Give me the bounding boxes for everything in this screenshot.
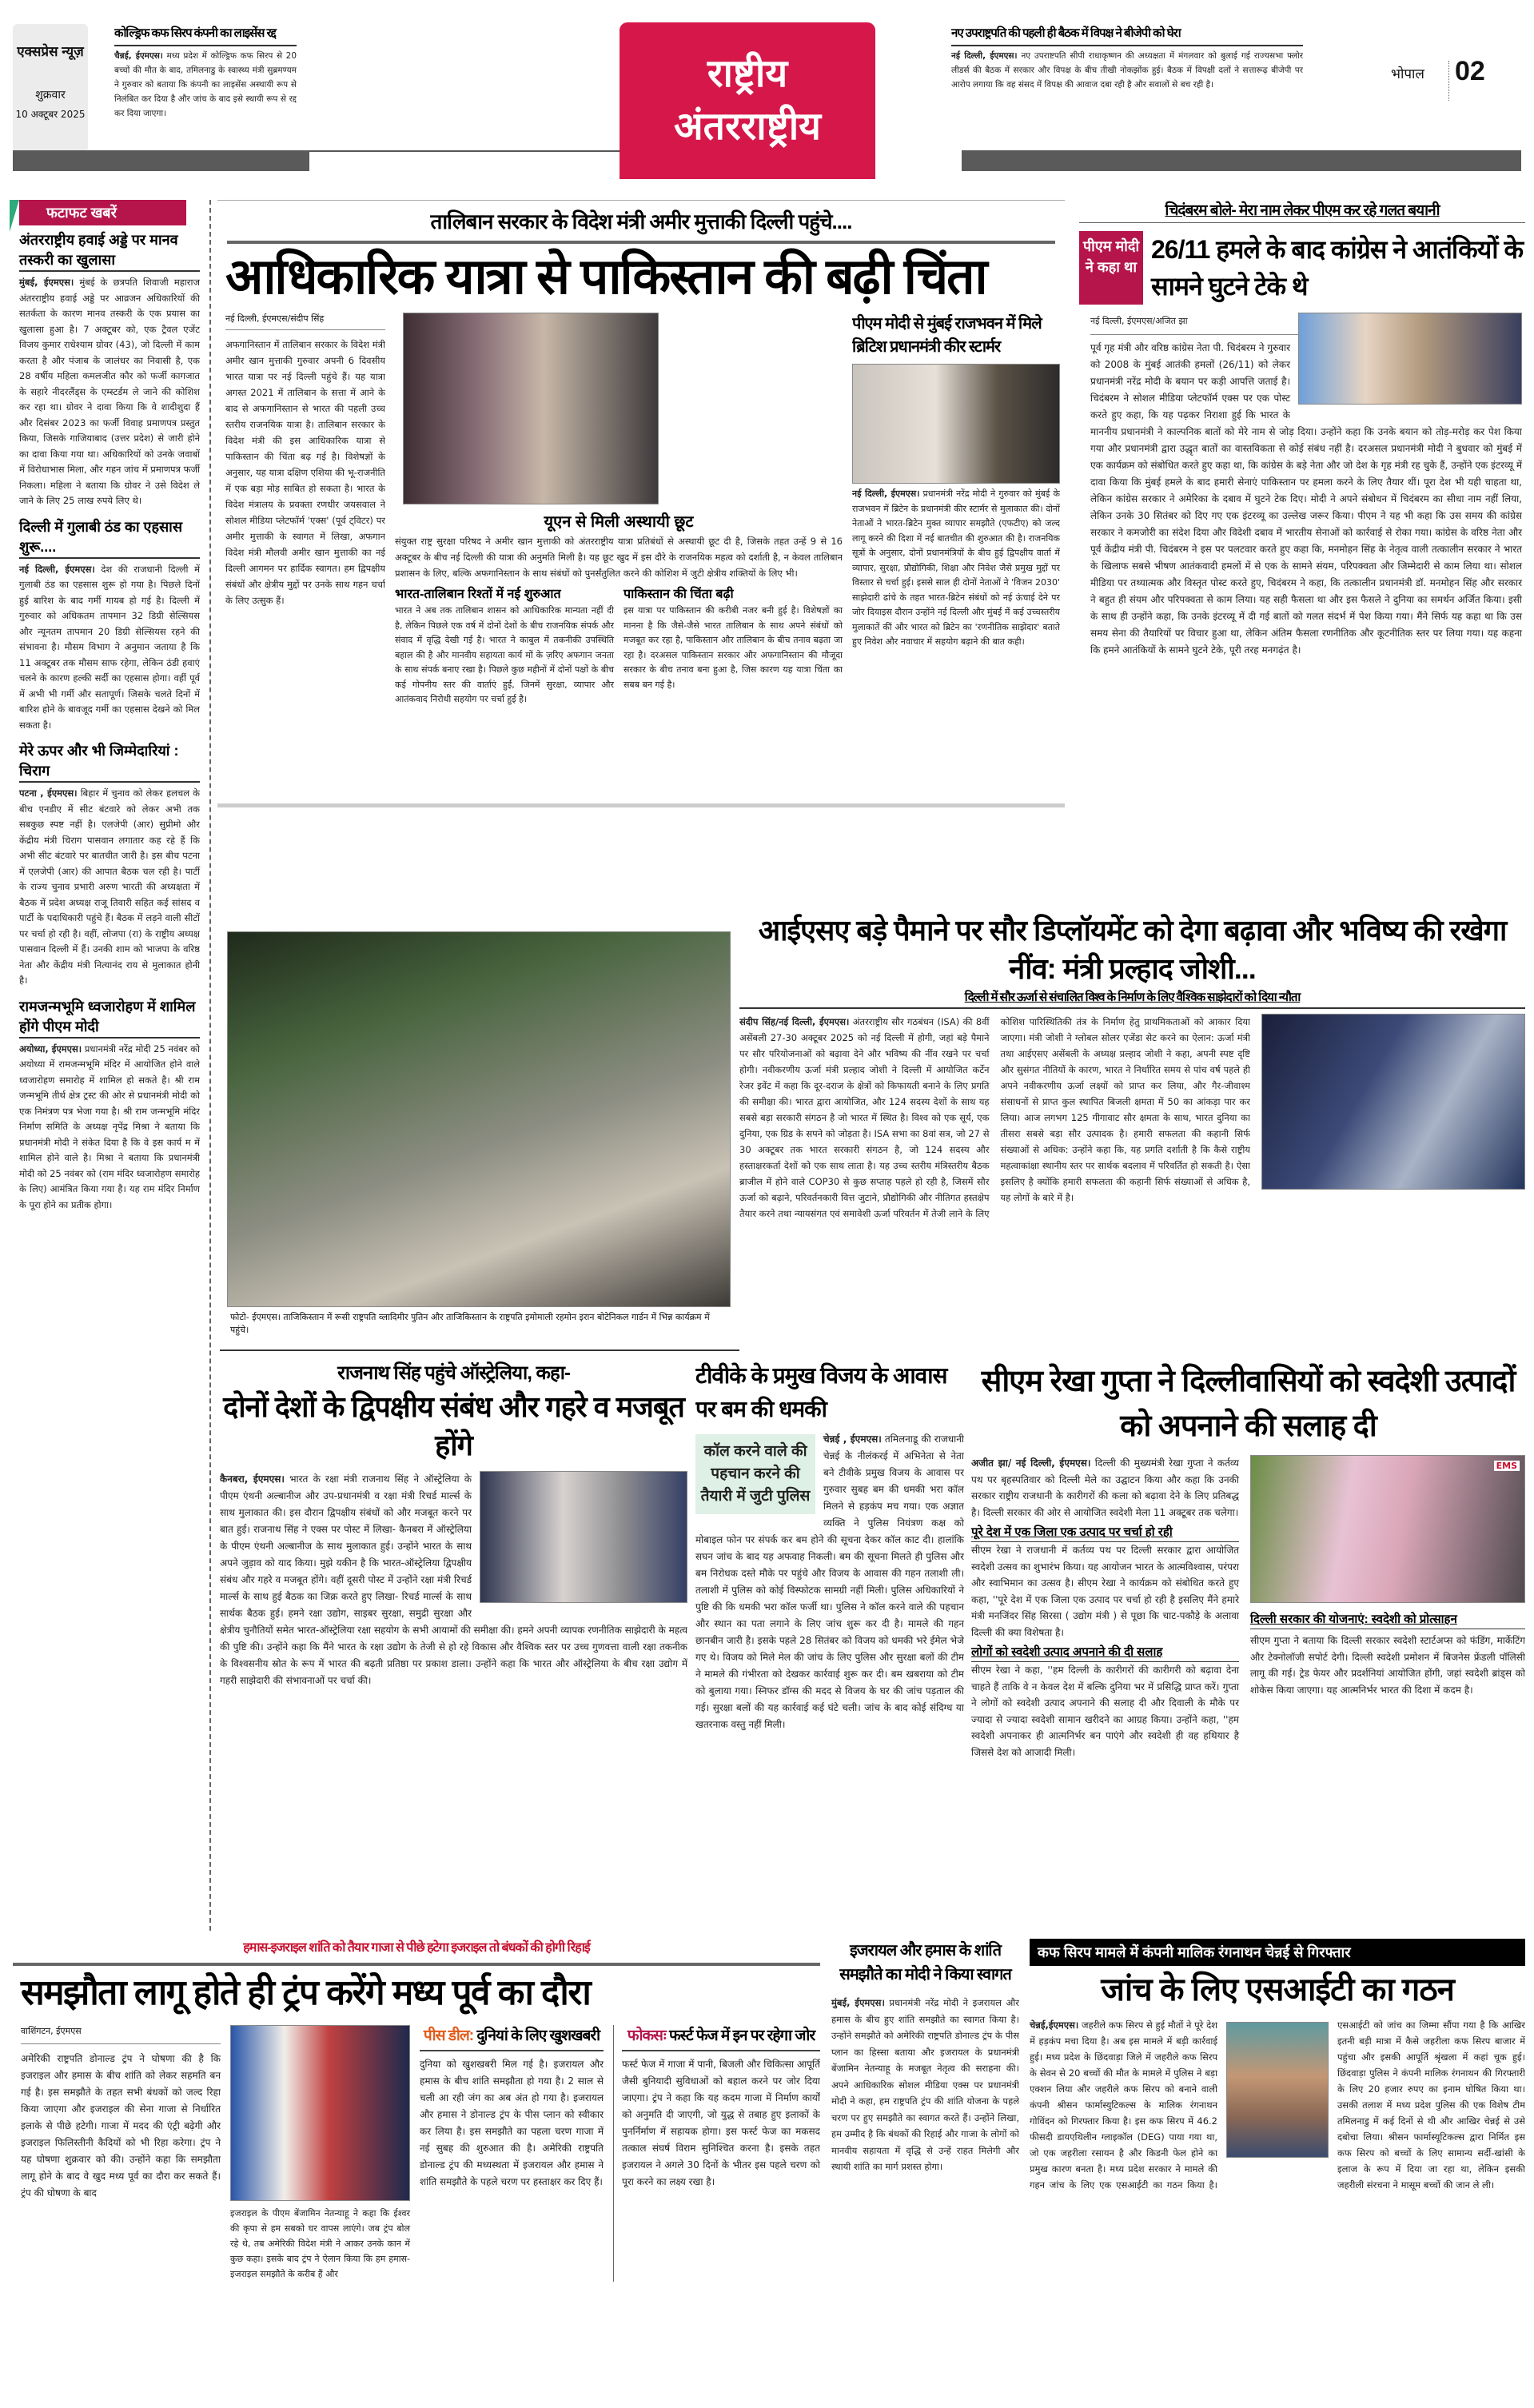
peace-deal-body: दुनिया को खुशखबरी मिल गई है। इजरायल और हमास के बीच शांति समझौता हो गया है। 2 साल से चली आ रही जंग का अब अंत हो गया है। इजरायल और हमास ने डोनाल्ड ट्रंप के पीस प्लान को स्वीकार कर लिया है। इस समझौते का पहला चरण गाजा में नई सुबह की शुरुआत की है। अमेरिकी राष्ट्रपति डोनाल्ड ट्रंप की मध्यस्थता में इजरायल और हमास ने शांति समझौते के पहले चरण पर हस्ताक्षर कर दिए हैं। (420, 2059, 604, 2187)
uk-photo (852, 364, 1060, 484)
lead-sub3-head: पाकिस्तान की चिंता बढ़ी (624, 588, 734, 601)
divider (217, 803, 1065, 807)
rekha-story (971, 1359, 1525, 1927)
isa-subhead: दिल्ली में सौर ऊर्जा से संचालित विश्व के निर्माण के लिए वैश्विक साझेदारों को दिया न्यौता (739, 988, 1525, 1009)
focus-title-text: फर्स्ट फेज में इन पर रहेगा जोर (669, 2027, 815, 2044)
trump-photo-column (230, 2025, 410, 2282)
story-text: देश की राजधानी दिल्ली में गुलाबी ठंड का एहसास शुरू हो गया है। पिछले दिनों हुई बारिश के बाद गर्मी गायब हो गई है। दिल्ली में गुरुवार को अधिकतम तापमान 32 डिग्री सेल्सियस और न्यूनतम तापमान 20 डिग्री सेल्सियस रहने की संभावना है। मौसम विभाग ने अनुमान जताया है कि 11 अक्टूबर तक मौसम साफ रहेगा, लेकिन ठंडी हवाएं चलने के कारण हल्की सर्दी का एहसास होगा। वहीं पूर्व में अभी भी गर्मी और सतापूर्ण। जिसके चलते दिनों में बारिश होने के बावजूद गर्मी का एहसास देखने को मिल सकता है। (19, 563, 201, 731)
sidebar-story (10, 997, 200, 1214)
uk-body (852, 487, 1060, 650)
story-text: जहरीले कफ सिरप से हुई मौतों ने पूरे देश में हड़कंप मचा दिया है। अब इस मामले में बड़ी कार्रवाई हुई। मध्य प्रदेश के छिंदवाड़ा जिले में जहरीले कफ सिरप के सेवन से 20 बच्चों की मौत के मामले में पुलिस ने बड़ा एक्शन लिया और जहरीले कफ सिरप को बनाने वाली कंपनी श्रीसन फार्मास्युटिकल्स के मालिक रंगनाथन गोविंदन को गिरफ्तार किया है। इस कफ सिरप में 46.2 फीसदी डायएथिलीन ग्लाइकॉल (DEG) पाया गया था, जो एक जहरीला रसायन है और किडनी फेल होने का प्रमुख कारण बनता है। मध्य प्रदेश सरकार ने मामले की गहन जांच के लिए एक एसआईटी का गठन किया है। एसआईटी को जांच का जिम्मा सौंपा गया है कि आखिर इतनी बड़ी मात्रा में कैसे जहरीला कफ सिरप बाजार में पहुंचा और इसकी आपूर्ति श्रृंखला में कहां चूक हुई। छिंदवाड़ा पुलिस ने कंपनी मालिक रंगनाथन की गिरफ्तारी के लिए 20 हजार रुपए का इनाम घोषित किया था। उसकी तलाश में मध्य प्रदेश पुलिस की एक विशेष टीम तमिलनाडु में कई दिनों से थी और आखिर चेन्नई से उसे दबोचा लिया। श्रीसन फार्मास्यूटिकल्स द्वारा निर्मित इस कफ सिरप को बच्चों के लिए सामान्य सर्दी-खांसी के इलाज के रूप में दिया जा रहा था, लेकिन इसकी जहरीली संरचना ने मासूम बच्चों की जान ले ली। (1030, 2019, 1525, 2191)
sit-kicker: कफ सिरप मामले में कंपनी मालिक रंगनाथन चेन्नई से गिरफ्तार (1030, 1939, 1525, 1966)
rekha-sub1-body: सीएम रेखा ने राजधानी में कर्तव्य पथ पर दिल्ली सरकार द्वारा आयोजित स्वदेशी उत्सव का शुभारंभ किया। यह आयोजन भारत के आत्मविश्वास, परंपरा और स्वाभिमान का उत्सव है। सीएम रेखा ने कार्यक्रम को संबोधित करते हुए कहा, ''पूरे देश में एक जिला एक उत्पाद पर चर्चा हो रही है इसलिए मैंने हमारे मंत्री मनजिंदर सिंह सिरसा ( उद्योग मंत्री ) से पूछा कि चाट-पकौड़े के अलावा दिल्ली की क्या विशेषता है। (971, 1545, 1239, 1638)
trump-columns (13, 2025, 820, 2282)
modi-israel-body (831, 1995, 1019, 2175)
story-text: मध्य प्रदेश में कोल्ड्रिफ कफ सिरप से 20 बच्चों की मौत के बाद, तमिलनाडु के स्वास्थ्य मंत्री सुब्रमण्यम ने गुरुवार को बताया कि कंपनी का लाइसेंस अस्थायी रूप से निलंबित कर दिया है और जांच के बाद इसे स्थायी रूप से रद्द कर दिया जाएगा। (114, 51, 297, 118)
chidambaram-kicker: चिदंबरम बोले- मेरा नाम लेकर पीएम कर रहे गलत बयानी (1079, 200, 1525, 223)
chidambaram-headline: 26/11 हमले के बाद कांग्रेस ने आतंकियों के सामने घुटने टेके थे (1151, 235, 1524, 301)
tvk-callout: कॉल करने वाले की पहचान करने की तैयारी में जुटी पुलिस (695, 1434, 815, 1514)
putin-photo-caption: फोटो- ईएमएस। ताजिकिस्तान में रूसी राष्ट्रपति व्लादिमीर पुतिन और ताजिकिस्तान के राष्ट्रपति इमोमाली रहमोन इरान बोटेनिकल गार्डन में भिन्न कार्यक्रम में पहुंचे। (230, 1312, 710, 1335)
top-left-story (114, 24, 297, 149)
dateline: संदीप सिंह/नई दिल्ली, ईएमएस। (739, 1016, 850, 1027)
masthead-bar-left (13, 150, 309, 171)
rekha-right-column (1250, 1455, 1525, 1760)
lead-kicker: तालिबान सरकार के विदेश मंत्री अमीर मुत्ताकी दिल्ली पहुंचे.... (430, 209, 852, 233)
rekha-sub3-body: सीएम गुप्ता ने बताया कि दिल्ली सरकार स्वदेशी स्टार्टअप्स को फंडिंग, मार्केटिंग और टेक्नोलॉजी सपोर्ट देगी। दिल्ली स्वदेशी प्रमोशन में बिजनेस फ्रेंडली पॉलिसी लागू की गई। ट्रेड फेयर और प्रदर्शनियां आयोजित होंगी, जहां स्वदेशी ब्रांड्स को शोकेस किया जाएगा। यह आत्मनिर्भर भारत की दिशा में कदम है। (1250, 1635, 1525, 1696)
story-text: दिल्ली की मुख्यमंत्री रेखा गुप्ता ने कर्तव्य पथ पर बृहस्पतिवार को दिल्ली मेले का उद्घाटन किया और कहा कि उनकी सरकार राष्ट्रीय राजधानी के कारीगरों की कला को बढ़ावा देने के लिए प्रतिबद्ध है। दिल्ली सरकार की ओर से आयोजित स्वदेशी मेला 11 अक्टूबर तक चलेगा। (971, 1457, 1239, 1518)
chidambaram-story (1079, 200, 1525, 903)
lead-sub2-head: भारत-तालिबान रिश्तों में नई शुरुआत (395, 588, 561, 601)
sit-story (1030, 1939, 1525, 2402)
divider (220, 1350, 739, 1351)
rajnath-headline: दोनों देशों के द्विपक्षीय संबंध और गहरे व मजबूत होंगे (223, 1390, 684, 1461)
page-number: 02 (1455, 56, 1485, 86)
dateline: पटना , ईएमएस। (19, 787, 78, 799)
masthead-bar-right (962, 150, 1521, 171)
chidambaram-byline: नई दिल्ली, ईएमएस/अजित झा (1090, 313, 1522, 335)
rajnath-photo (480, 1471, 687, 1603)
sidebar-body (19, 786, 200, 989)
peace-deal-title (420, 2025, 604, 2051)
dateline: चेन्नई,ईएमएस। (1030, 2019, 1079, 2031)
story-text: बिहार में चुनाव को लेकर हलचल के बीच एनडीए में सीट बंटवारे को लेकर अभी तक सबकुछ स्पष्ट नहीं है। एलजेपी (आर) सुप्रीमो और केंद्रीय मंत्री चिराग पासवान लगातार कह रहे हैं कि अभी सीट बंटवारे पर बातचीत जारी है। इस बीच पटना में एलजेपी (आर) की आपात बैठक चल रही है। पार्टी के राज्य चुनाव प्रभारी अरुण भारती की अध्यक्षता में बैठक में प्रदेश अध्यक्ष राजू तिवारी सहित कई सांसद व पार्टी के पदाधिकारी पहुंचे हैं। बैठक में लड़ने वाली सीटों पर चर्चा हो रही है। वहीं, लोजपा (रा) के राष्ट्रीय अध्यक्ष पासवान दिल्ली में हैं। उनकी शाम को भाजपा के वरिष्ठ नेता और केंद्रीय मंत्री नित्यानंद राय से मुलाकात होनी है। (19, 787, 201, 986)
chidambaram-head-row (1079, 231, 1525, 305)
rekha-sub2-body: सीएम रेखा ने कहा, ''हम दिल्ली के कारीगरों की कारीगरी को बढ़ावा देना चाहते हैं ताकि वे न केवल देश में बल्कि दुनिया भर में प्रसिद्धि प्राप्त करें। गुप्ता ने लोगों को स्वदेशी उत्पाद अपनाने की सलाह दी और दिवाली के मौके पर ज्यादा से ज्यादा स्वदेशी सामान खरीदने का आग्रह किया। उन्होंने कहा, ''हम स्वदेशी अपनाकर ही आत्मनिर्भर बन पाएंगे और स्वदेशी ही वह हथियार है जिससे देश को आजादी मिली। (971, 1664, 1239, 1758)
ems-logo: EMS (1494, 1461, 1520, 1471)
sidebar-story (10, 741, 200, 989)
dateline: अयोध्या, ईएमएस। (19, 1043, 82, 1054)
sidebar-body (19, 562, 200, 734)
masthead-date: 10 अक्टूबर 2025 (15, 109, 86, 120)
story-text: प्रधानमंत्री नरेंद्र मोदी ने इजरायल और हमास के बीच हुए शांति समझौते का स्वागत किया है। उन्होंने समझौते को अमेरिकी राष्ट्रपति डोनाल्ड ट्रंप के पीस प्लान का हिस्सा बताया और इजरायल के प्रधानमंत्री बेंजामिन नेतन्याहू के मजबूत नेतृत्व की सराहना की। अपने आधिकारिक सोशल मीडिया एक्स पर प्रधानमंत्री मोदी ने कहा, हम राष्ट्रपति ट्रंप की शांति योजना के पहले चरण पर हुए समझौते का स्वागत करते हैं। उन्होंने लिखा, हम उम्मीद है कि बंधकों की रिहाई और गाजा के लोगों को मानवीय सहायता में वृद्धि से उन्हें राहत मिलेगी और स्थायी शांति का मार्ग प्रशस्त होगा। (831, 1997, 1019, 2172)
top-right-headline: नए उपराष्ट्रपति की पहली ही बैठक में विपक्ष ने बीजेपी को घेरा (951, 24, 1303, 46)
lead-middle-column (395, 313, 843, 800)
peace-deal-label: पीस डील: (423, 2027, 474, 2044)
rekha-sub1-head: पूरे देश में एक जिला एक उत्पाद पर चर्चा हो रही (971, 1524, 1239, 1542)
story-text: मुंबई के छत्रपति शिवाजी महाराज अंतरराष्ट्रीय हवाई अड्डे पर आव्रजन अधिकारियों की सतर्कता के कारण मानव तस्करी के एक प्रयास का खुलासा हुआ है। 7 अक्टूबर को, एक ट्रैवल एजेंट विजय कुमार राधेश्याम ग्रोवर (43), जो दिल्ली में काम करता है और पंजाब के जालंधर का निवासी है, एक 28 वर्षीय महिला कमलजीत कौर को फर्जी कागजात के सहारे नीदरलैंड्स के एम्स्टर्डम ले जाने की कोशिश कर रहा था। ग्रोवर ने दावा किया कि वे शादीशुदा हैं और दिसंबर 2023 का फर्जी विवाह प्रमाणपत्र प्रस्तुत किया, जिसके गाजियाबाद (उत्तर प्रदेश) से जारी होने का दावा किया गया था। अधिकारियों को उनके जवाबों में विरोधाभास मिला, और गहन जांच में प्रमाणपत्र फर्जी निकला। महिला ने बताया कि ग्रोवर ने उसे विदेश ले जाने के लिए 25 लाख रुपये लिए थे। (19, 277, 200, 506)
rekha-body (971, 1455, 1239, 1521)
sidebar-headline: रामजन्मभूमि ध्वजारोहण में शामिल होंगे पीएम मोदी (19, 997, 200, 1039)
lead-body: अफगानिस्तान में तालिबान सरकार के विदेश मंत्री अमीर खान मुत्ताकी गुरुवार अपनी 6 दिवसीय भारत यात्रा पर नई दिल्ली पहुंचे हैं। यह यात्रा अगस्त 2021 में तालिबान के सत्ता में आने के बाद से अफगानिस्तान से भारत की पहली उच्च स्तरीय राजनयिक यात्रा है। तालिबान सरकार के विदेश मंत्री की इस आधिकारिक यात्रा से पाकिस्तान की चिंता बढ़ गई है। विशेषज्ञों के अनुसार, यह यात्रा दक्षिण एशिया की भू-राजनीति में एक बड़ा मोड़ साबित हो सकता है। भारत के विदेश मंत्रालय के प्रवक्ता रणधीर जयसवाल ने सोशल मीडिया प्लेटफॉर्म 'एक्स' (पूर्व ट्विटर) पर अमीर मुत्ताकी के स्वागत में लिखा, अफगान विदेश मंत्री मौलवी अमीर खान मुत्ताकी का नई दिल्ली आगमन पर हार्दिक स्वागत। हम द्विपक्षीय संबंधों और क्षेत्रीय मुद्दों पर उनके साथ गहन चर्चा के लिए उत्सुक हैं। (225, 339, 385, 606)
trump-photo-caption: इजराइल के पीएम बेंजामिन नेतन्याहू ने कहा कि ईश्वर की कृपा से हम सबको घर वापस लाएंगे। जब ट्रंप बोल रहे थे, तब अमेरिकी विदेश मंत्री ने आकर उनके कान में कुछ कहा। इसके बाद ट्रंप ने ऐलान किया कि हम हमास-इजराइल समझौते के करीब हैं और (230, 2208, 410, 2279)
lead-sub1 (395, 511, 843, 581)
tvk-headline: टीवीके के प्रमुख विजय के आवास पर बम की धमकी (695, 1363, 947, 1421)
modi-israel-story (831, 1939, 1019, 2402)
story-text: नए उपराष्टपति सीपी राधाकृष्णन की अध्यक्षता में मंगलवार को बुलाई गई राज्यसभा फ्लोर लीडर्स की बैठक में सरकार और विपक्ष के बीच तीखी नोकझोंक हुई। बैठक में विपक्षी दलों ने सत्तारूढ़ बीजेपी पर आरोप लगाया कि वह संसद में विपक्ष की आवाज दबा रही है और सवालों से बच रही है। (951, 51, 1303, 90)
uk-story (852, 313, 1060, 800)
rekha-photo (1250, 1455, 1525, 1603)
sit-photo (1226, 2022, 1329, 2158)
masthead-rule (309, 150, 620, 152)
rekha-left-column (971, 1455, 1239, 1760)
isa-photo (1261, 1014, 1525, 1190)
peace-deal-title-text: दुनियां के लिए खुशखबरी (476, 2027, 600, 2044)
dateline: मुंबई, ईएमएस। (831, 1997, 885, 2008)
sidebar-body (19, 1042, 200, 1214)
lead-left-column (225, 313, 385, 800)
rekha-sub2-head: लोगों को स्वदेशी उत्पाद अपनाने की दी सलाह (971, 1644, 1239, 1662)
lead-sub2-body: भारत ने अब तक तालिबान शासन को आधिकारिक मान्यता नहीं दी है, लेकिन पिछले एक वर्ष में दोनों देशों के बीच राजनयिक संपर्क और संवाद में वृद्धि देखी गई है। भारत ने काबुल में तकनीकी उपस्थिति बहाल की है और मानवीय सहायता कार्य मों के ज़रिए अफगान जनता के साथ संपर्क बनाए रखा है। पिछले कुछ महीनों में दोनों पक्षों के बीच कई गोपनीय स्तर की वार्ताएं हुईं, जिनमें सुरक्षा, व्यापार और आतंकवाद निरोधी सहयोग पर चर्चा हुई है। (395, 605, 614, 704)
dateline: नई दिल्ली, ईएमएस। (852, 488, 920, 499)
section-title-line1: राष्ट्रीय (707, 53, 788, 95)
top-left-body (114, 49, 297, 121)
sidebar-headline: मेरे ऊपर और भी जिम्मेदारियां : चिराग (19, 741, 200, 783)
trump-dateline: वाशिंगटन, ईएमएस (21, 2025, 221, 2044)
sidebar-headline: अंतरराष्ट्रीय हवाई अड्डे पर मानव तस्करी का खुलासा (19, 230, 200, 272)
rekha-columns (971, 1455, 1525, 1760)
sidebar-label (19, 200, 186, 225)
trump-body: अमेरिकी राष्ट्रपति डोनाल्ड ट्रंप ने घोषणा की है कि इजराइल और हमास के बीच शांति को लेकर सहमति बन गई है। इस समझौते के तहत सभी बंधकों को जल्द रिहा किया जाएगा और इजराइल की सेना गाजा से निर्धारित इलाके से पीछे हटेगी। गाजा में मदद की एंट्री बढ़ेगी और इजराइल फिलिस्तीनी कैदियों को भी रिहा करेगा। ट्रंप ने यह घोषणा शुक्रवार को की। उन्होंने कहा कि समझौता लागू होने के बाद वे खुद मध्य पूर्व का दौरा कर सकते हैं। ट्रंप की घोषणा के बाद (21, 2053, 221, 2199)
rekha-headline: सीएम रेखा गुप्ता ने दिल्लीवासियों को स्वदेशी उत्पादों को अपनाने की सलाह दी (981, 1365, 1516, 1443)
trump-left-column (21, 2025, 221, 2282)
sidebar-headline: दिल्ली में गुलाबी ठंड का एहसास शुरू.... (19, 517, 200, 559)
story-text: भारत के रक्षा मंत्री राजनाथ सिंह ने ऑस्ट्रेलिया के पीएम एंथनी अल्बानीज और उप-प्रधानमंत्री व रक्षा मंत्री रिचर्ड मार्ल्स के साथ मुलाकात की। इस दौरान द्विपक्षीय संबंधों को और मजबूत करने पर बात हुई। राजनाथ सिंह ने एक्स पर पोस्ट में लिखा- कैनबरा में ऑस्ट्रेलिया के पीएम एंथनी अल्बानीज के साथ मुलाकात हुई। उन्होंने भारत के साथ अपने जुड़ाव को याद किया। मुझे यकीन है कि भारत-ऑस्ट्रेलिया द्विपक्षीय संबंध और गहरे व मजबूत होंगे। वहीं दूसरी पोस्ट में उन्होंने रक्षा मंत्री रिचर्ड मार्ल्स के साथ हुई बैठक का जिक्र करते हुए लिखा- रिचर्ड मार्ल्स के साथ सार्थक बैठक हुई। हमने रक्षा उद्योग, साइबर सुरक्षा, समुद्री सुरक्षा और क्षेत्रीय चुनौतियों समेत भारत-ऑस्ट्रेलिया रक्षा सहयोग के सभी आयामों की समीक्षा की। हमने अपनी व्यापक रणनीतिक साझेदारी के महत्व की पुष्टि की। उन्होंने कहा कि मैंने भारत के रक्षा उद्योग के तेजी से हो रहे विकास और वैश्विक स्तर पर उच्च गुणवत्ता वाली रक्षा तकनीक के विश्वसनीय स्रोत के रूप में भारत की बढ़ती प्रतिष्ठा पर प्रकाश डाला। उन्होंने कहा कि भारत और ऑस्ट्रेलिया के बीच रक्षा उद्योग में गहरी साझेदारी की संभावनाओं पर चर्चा की। (220, 1473, 687, 1686)
dateline: चैन्नई, ईएमएस। (114, 51, 163, 61)
modi-israel-headline: इजरायल और हमास के शांति समझौते का मोदी ने किया स्वागत (839, 1942, 1011, 1983)
lead-story (217, 200, 1065, 807)
focus-body: फर्स्ट फेज में गाजा में पानी, बिजली और चिकित्सा आपूर्ति जैसी बुनियादी सुविधाओं को बहाल करने पर जोर दिया जाएगा। ट्रंप ने कहा कि यह कदम गाजा में निर्माण कार्यों को अनुमति दी जाएगी, जो युद्ध से तबाह हुए इलाकों के पुनर्निर्माण में सहायक होगा। इस फर्स्ट फेज का मकसद तत्काल संघर्ष विराम सुनिश्चित करना है। इसके तहत इजरायल ने अगले 30 दिनों के भीतर इस पहले चरण को पूरा करने का लक्ष्य रखा है। (622, 2059, 820, 2187)
lead-sub2 (395, 586, 614, 708)
trump-kicker: हमास-इजराइल शांति को तैयार गाजा से पीछे हटेगा इजराइल तो बंधकों की होगी रिहाई (243, 1941, 590, 1955)
section-title-line2: अंतरराष्ट्रीय (673, 106, 822, 148)
rajnath-body (220, 1471, 687, 1689)
isa-headline: आईएसए बड़े पैमाने पर सौर डिप्लॉयमेंट को देगा बढ़ावा और भविष्य की रखेगा नींव: मंत्री प्रल्हाद जोशी... (758, 914, 1507, 985)
sidebar-story (10, 517, 200, 734)
lead-byline: नई दिल्ली, ईएमएस/संदीप सिंह (225, 313, 385, 330)
dateline: मुंबई, ईएमएस। (19, 277, 74, 288)
top-right-body (951, 49, 1303, 92)
rekha-sub3-head: दिल्ली सरकार की योजनाएं: स्वदेशी को प्रोत्साहन (1250, 1611, 1525, 1629)
tvk-story (695, 1359, 964, 1927)
tvk-body (695, 1431, 964, 1733)
lead-sub3 (624, 586, 843, 708)
chidambaram-photo (1298, 313, 1522, 405)
sidebar-story (10, 230, 200, 509)
trump-headline: समझौता लागू होते ही ट्रंप करेंगे मध्य पूर्व का दौरा (21, 1973, 591, 2012)
top-left-headline: कोल्ड्रिफ कफ सिरप कंपनी का लाइसेंस रद्द (114, 24, 297, 46)
uk-headline: पीएम मोदी से मुंबई राजभवन में मिले ब्रिटिश प्रधानमंत्री कीर स्टार्मर (852, 315, 1042, 356)
masthead-day: शुक्रवार (35, 89, 66, 102)
lead-sub1-body: संयुक्त राष्ट्र सुरक्षा परिषद ने अमीर खान मुत्ताकी को अंतरराष्ट्रीय यात्रा प्रतिबंधों से अस्थायी छूट दी है, जिसके तहत उन्हें 9 से 16 अक्टूबर के बीच नई दिल्ली की यात्रा की अनुमति मिली है। यह छूट खुद में इस दौरे के राजनयिक महत्व को दर्शाती है, न केवल तालिबान प्रशासन के लिए, बल्कि अफगानिस्तान के साथ संबंधों को पुनर्संतुलित करने की कोशिश में जुटी क्षेत्रीय शक्तियों के लिए भी। (395, 536, 843, 579)
peace-deal-box (420, 2025, 604, 2282)
rajnath-kicker: राजनाथ सिंह पहुंचे ऑस्ट्रेलिया, कहा- (337, 1362, 570, 1384)
chidambaram-body: पूर्व गृह मंत्री और वरिष्ठ कांग्रेस नेता पी. चिदंबरम ने गुरुवार को 2008 के मुंबई आतंकी हमलों (26/11) को लेकर प्रधानमंत्री नरेंद्र मोदी के बयान पर कड़ी आपत्ति जताई है। चिदंबरम ने सोशल मीडिया प्लेटफॉर्म एक्स पर एक पोस्ट करते हुए कहा, कि यह पढ़कर निराशा हुई कि भारत के माननीय प्रधानमंत्री ने काल्पनिक बातों को मेरे नाम से जोड़ दिया। उन्होंने कहा कि उनके बयान को तोड़-मरोड़ कर पेश किया गया और प्रधानमंत्री द्वारा उद्धृत बातों का वास्तविकता से कोई संबंध नहीं है। दरअसल प्रधानमंत्री मोदी ने बुधवार को मुंबई में एक कार्यक्रम को संबोधित करते हुए कहा था, कि कांग्रेस के बड़े नेता और जो देश के गृह मंत्री रह चुके हैं, उन्होंने एक इंटरव्यू में दावा किया कि मुंबई हमले के बाद हमारी सेनाएं पाकिस्तान पर हमला करने के लिए तैयार थीं। पूरा देश भी यही चाहता था, लेकिन कांग्रेस सरकार ने अमेरिका के दबाव में घुटने टेक दिए। मोदी ने अपने संबोधन में चिदंबरम का सीधा नाम नहीं लिया, लेकिन उनके 30 सितंबर को दिए गए एक इंटरव्यू का उल्लेख जरूर किया। पीएम ने यह भी कहा कि उस समय की कांग्रेस सरकार ने कमजोरी का संदेश दिया और विदेशी दबाव में भारतीय सेनाओं को कार्रवाई से रोका गया। कांग्रेस के वरिष्ठ नेता और पूर्व केंद्रीय मंत्री पी. चिदंबरम ने इस पर पलटवार करते हुए कहा कि, मनमोहन सिंह के नेतृत्व वाली तत्कालीन सरकार ने भारत के खिलाफ सबसे भीषण आतंकवादी हमलों में से एक के सामने संयम, परिपक्वता और जिम्मेदारी से काम लिया था। सोशल मीडिया पर तथ्यात्मक और विस्तृत पोस्ट करते हुए, चिदंबरम ने कहा, कि तत्कालीन प्रधानमंत्री डॉ. मनमोहन सिंह और सरकार ने बहुत ही संयम और परिपक्वता से काम लिया। यह सही फैसला था और इस फैसले ने दुनिया का समर्थन अर्जित किया। इसी के साथ ही उन्होंने कहा, कि उनके इंटरव्यू में दी गई बातों को गलत संदर्भ में पेश किया गया। मैंने सिर्फ यह कहा था कि उस समय सेना की तैयारियों पर विचार हुआ था, लेकिन अंतिम फैसला रणनीतिक और कूटनीतिक स्तर पर लिया गया। यह कहना कि हमने आतंकियों के सामने घुटने टेके, पूरी तरह मनगढ़ंत है। (1090, 342, 1522, 656)
isa-columns (739, 1014, 1525, 1350)
sit-headline: जांच के लिए एसआईटी का गठन (1101, 1972, 1454, 2007)
focus-label: फोकसः (627, 2027, 666, 2044)
brand-name: एक्सप्रेस न्यूज़ (17, 44, 84, 59)
lead-sub1-head: यूएन से मिली अस्थायी छूट (544, 513, 694, 531)
masthead-date-box (13, 24, 88, 152)
dateline: चेन्नई , ईएमएस। (823, 1433, 882, 1445)
story-text: प्रधानमंत्री नरेंद्र मोदी ने गुरुवार को मुंबई के राजभवन में ब्रिटेन के प्रधानमंत्री कीर स्टार्मर से मुलाकात की। दोनों नेताओं ने भारत-ब्रिटेन मुक्त व्यापार समझौते (एफटीए) को जल्द लागू करने की दिशा में नई बातचीत की शुरुआत की है। राजनयिक सूत्रों के अनुसार, दोनों प्रधानमंत्रियों के बीच हुई द्विपक्षीय वार्ता में व्यापार, सुरक्षा, प्रौद्योगिकी, शिक्षा और निवेश जैसे प्रमुख मुद्दों पर विस्तार से चर्चा हुई। इससे साल ही दोनों नेताओं ने 'विजन 2030' साझेदारी ढांचे के तहत भारत-ब्रिटेन संबंधों को नई ऊंचाई देने पर जोर दियाइस दौरान उन्होंने नई दिल्ली और मुंबई में कई उच्चस्तरीय मुलाकातें कीं और भारत को ब्रिटेन का 'रणनीतिक साझेदार' बताते हुए निवेश और नवाचार में सहयोग बढ़ाने की बात कही। (852, 488, 1060, 647)
divider (1448, 61, 1449, 101)
putin-photo (227, 931, 731, 1307)
sidebar-body (19, 275, 200, 509)
lead-sub3-body: इस यात्रा पर पाकिस्तान की करीबी नजर बनी हुई है। विशेषज्ञों का मानना है कि जैसे-जैसे भारत तालिबान के साथ अपने संबंधों को मजबूत कर रहा है, पाकिस्तान और तालिबान के बीच तनाव बढ़ता जा रहा है। दरअसल पाकिस्तान सरकार और अफगानिस्तान की मौजूदा सरकार के बीच तनाव बना हुआ है, जिस कारण यह यात्रा चिंता का सबब बन गई है। (624, 605, 843, 690)
trump-story (13, 1939, 820, 2402)
story-text: तमिलनाडू की राजधानी चेन्नई के नीलंकरई में अभिनेता से नेता बने टीवीके प्रमुख विजय के आवास पर गुरुवार सुबह बम की धमकी भरा कॉल मिलने से हड़कंप मच गया। एक अज्ञात व्यक्ति ने पुलिस नियंत्रण कक्ष को मोबाइल फोन पर संपर्क कर बम होने की सूचना देकर कॉल काट दी। हालांकि सघन जांच के बाद यह अफवाह निकली। बम की सूचना मिलते ही पुलिस और बम निरोधक दस्ते मौके पर पहुंचे और विजय के आवास की गहन तलाशी ली। तलाशी में पुलिस को कोई विस्फोटक सामग्री नहीं मिली। पुलिस अधिकारियों ने पुष्टि की कि धमकी भरा कॉल फर्जी था। पुलिस ने कॉल करने वाले की पहचान और स्थान का पता लगाने के लिए जांच शुरू कर दी है। मामले की गहन छानबीन जारी है। इसके पहले 28 सितंबर को विजय को धमकी भरे ईमेल भेजे गए थे। विजय को मिले मेल की जांच के लिए पुलिस और सुरक्षा बलों की टीम ने मामले की गंभीरता को देखकर कार्रवाई शुरू कर दी। बम खबराया को टीम को बुलाया गया। स्निफर डॉग्स की मदद से विजय के घर की जांच पड़ताल की गई। सुरक्षा बलों की यह कार्रवाई कई घंटे चली। जांच के बाद कोई संदिग्ध या खतरनाक वस्तु नहीं मिली। (695, 1433, 964, 1730)
dateline: कैनबरा, ईएमएस। (220, 1473, 285, 1485)
story-text: प्रधानमंत्री नरेंद्र मोदी 25 नवंबर को अयोध्या में रामजन्मभूमि मंदिर में आयोजित होने वाले ध्वजारोहण समारोह में शामिल हो सकते है। श्री राम जन्मभूमि तीर्थ क्षेत्र ट्रस्ट की ओर से प्रधानमंत्री मोदी को एक निमंत्रण पत्र भेजा गया है। श्री राम जन्मभूमि मंदिर निर्माण समिति के अध्यक्ष नृपेंद्र मिश्रा ने बताया कि प्रधानमंत्री मोदी ने संकेत दिया है कि वे इस कार्य म में शामिल होने वाले है। मिश्रा ने बताया कि प्रधानमंत्री मोदी को 25 नवंबर को (राम मंदिर ध्वजारोहण समारोह के लिए) आमंत्रित किया गया है। यह राम मंदिर निर्माण के पूरा होने का प्रतीक होगा। (19, 1043, 200, 1210)
trump-photo (230, 2025, 410, 2201)
sidebar (10, 200, 211, 1931)
isa-body (739, 1014, 1250, 1350)
dateline: अजीत झा/ नई दिल्ली, ईएमएस। (971, 1457, 1091, 1469)
section-title-box (620, 22, 875, 179)
chidambaram-badge: पीएम मोदी ने कहा था (1079, 231, 1143, 305)
lead-headline: आधिकारिक यात्रा से पाकिस्तान की बढ़ी चिंता (225, 249, 986, 305)
story-text: अंतरराष्ट्रीय सौर गठबंधन (ISA) की 8वीं असेंबली 27-30 अक्टूबर 2025 को नई दिल्ली में होगी, जहां बड़े पैमाने पर सौर परियोजनाओं को बढ़ावा देने और भविष्य की नींव रखने पर चर्चा होगी। नवीकरणीय ऊर्जा मंत्री प्रल्हाद जोशी ने दिल्ली में आयोजित कर्टेन रेजर इवेंट में कहा कि दूर-दराज के क्षेत्रों को किफायती बनाने के लिए प्रगति की समीक्षा की। भारत द्वारा आयोजित, और 124 सदस्य देशों के साथ यह सबसे बड़ा सरकारी संगठन है जो भारत में स्थित है। विश्व को एक सूर्य, एक दुनिया, एक ग्रिड के सपने को जोड़ता है। ISA सभा का 8वां सत्र, जो 27 से 30 अक्टूबर तक भारत सरकारी संगठन है, जो 124 सदस्य और हस्ताक्षरकर्ता देशों को एक साथ लाता है। यह उच्च स्तरीय मंत्रिस्तरीय बैठक ब्राजील में होने वाले COP30 से कुछ सप्ताह पहले हो रही है, जिसमें सौर ऊर्जा को बढ़ाने, परिवर्तनकारी वित्त जुटाने, प्रौद्योगिकी और नीतिगत हस्तक्षेप तैयार करने तथा न्यायसंगत एवं समावेशी ऊर्जा परिवर्तन में तेजी लाने के लिए कोशिश पारिस्थितिकी तंत्र के निर्माण हेतु प्राथमिकताओं को आकार दिया जाएगा। मंत्री जोशी ने ग्लोबल सोलर एजेंडा सेट करने का ऐलान: ऊर्जा मंत्री तथा आईएसए असेंबली के अध्यक्ष प्रल्हाद जोशी ने कहा, अपनी स्पष्ट दृष्टि और सुसंगत नीतियों के कारण, भारत ने निर्धारित समय से पांच वर्ष पहले ही अपने नवीकरणीय ऊर्जा लक्ष्यों को प्राप्त कर लिया, और गैर-जीवाश्म संसाधनों से प्राप्त कुल स्थापित बिजली क्षमता में 50 का आंकड़ा पार कर लिया। आज लगभग 125 गीगावाट सौर क्षमता के साथ, भारत दुनिया का तीसरा सबसे बड़ा सौर उत्पादक है। हमारी सफलता की कहानी सिर्फ संख्याओं से अधिक: उन्होंने कहा कि, यह प्रगति दर्शाती है कि कैसे राष्ट्रीय महत्वाकांक्षा स्थानीय स्तर पर सार्थक बदलाव में परिवर्तित हो सकती है। ऐसा इसलिए है क्योंकि हमारी सफलता की कहानी सिर्फ संख्याओं से अधिक है, यह लोगों के बारे में है। (739, 1016, 1250, 1219)
isa-story (739, 911, 1525, 1351)
dateline: नई दिल्ली, ईएमएस। (19, 563, 95, 575)
chidambaram-text-block (1079, 313, 1525, 659)
dateline: नई दिल्ली, ईएमएस। (951, 51, 1018, 61)
rajnath-story (220, 1359, 687, 1927)
sidebar-label-text: फटाफट खबरें (46, 205, 117, 221)
focus-title (622, 2025, 820, 2051)
lead-photo (403, 313, 659, 504)
sidebar-label-accent (10, 200, 19, 232)
top-right-story (951, 24, 1303, 149)
masthead-city: भोपाल (1391, 66, 1424, 82)
lead-subs-row (395, 586, 843, 708)
focus-box (613, 2025, 820, 2282)
